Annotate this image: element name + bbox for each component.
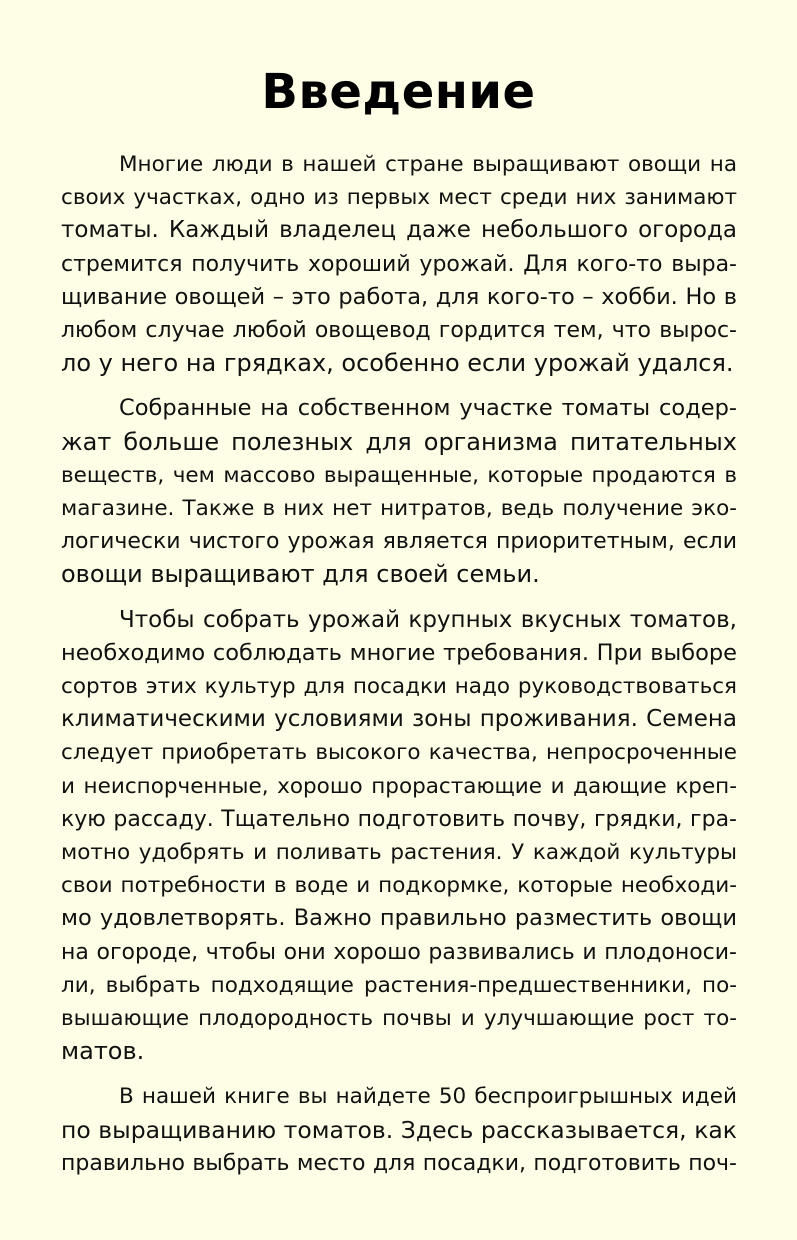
text-line: Многие люди в нашей стране выращивают овощи на <box>119 152 737 177</box>
text-line: мо удовлетворять. Важно правильно разместить овощи <box>61 905 737 932</box>
text-line: стремится получить хороший урожай. Для кого-то выра- <box>61 251 737 277</box>
text-line: овощи выращивают для своей семьи. <box>61 560 540 589</box>
text-line: по выращиванию томатов. Здесь рассказывается, как <box>61 1115 737 1144</box>
paragraph-1 <box>61 148 737 380</box>
text-line: матов. <box>61 1037 145 1066</box>
text-line: своих участках, одно из первых мест среди них занимают <box>61 185 737 211</box>
text-line: вышающие плодородность почвы и улучшающие рост то- <box>61 1006 737 1032</box>
text-line: логически чистого урожая является приоритетным, если <box>61 529 737 555</box>
text-line: В нашей книге вы найдете 50 беспроигрышных идей <box>119 1084 737 1110</box>
text-line: жат больше полезных для организма питательных <box>61 427 737 456</box>
text-line: кую рассаду. Тщательно подготовить почву, грядки, гра- <box>61 806 737 832</box>
paragraph-4 <box>61 1080 737 1180</box>
text-line: сортов этих культур для посадки надо руководствоваться <box>61 674 737 700</box>
text-line: ло у него на грядках, особенно если урожай удался. <box>61 349 734 378</box>
text-line: свои потребности в воде и подкормке, которые необходи- <box>61 873 737 899</box>
text-line: ли, выбрать подходящие растения-предшественники, по- <box>61 972 737 998</box>
text-line: магазине. Также в них нет нитратов, ведь получение эко- <box>61 496 737 522</box>
text-line: правильно выбрать место для посадки, подготовить поч- <box>61 1150 737 1176</box>
text-line: Чтобы собрать урожай крупных вкусных томатов, <box>119 606 737 633</box>
paragraph-3 <box>61 604 737 1069</box>
paragraph-2 <box>61 392 737 591</box>
text-line: мотно удобрять и поливать растения. У каждой культуры <box>61 840 737 866</box>
text-line: на огороде, чтобы они хорошо развивались и плодоноси- <box>61 939 737 965</box>
chapter-title: Введение <box>261 64 536 120</box>
text-line: любом случае любой овощевод гордится тем, что вырос- <box>61 318 737 344</box>
text-line: томаты. Каждый владелец даже небольшого огорода <box>61 217 737 244</box>
text-line: необходимо соблюдать многие требования. При выборе <box>61 639 737 666</box>
text-line: веществ, чем массово выращенные, которые продаются в <box>61 462 737 488</box>
text-line: следует приобретать высокого качества, непросроченные <box>61 740 737 766</box>
chapter-body <box>61 148 737 1192</box>
text-line: и неиспорченные, хорошо прорастающие и дающие креп- <box>61 773 737 799</box>
text-line: Собранные на собственном участке томаты содер- <box>119 395 737 422</box>
text-line: климатическими условиями зоны проживания. Семена <box>61 706 737 733</box>
text-line: щивание овощей – это работа, для кого-то – хобби. Но в <box>61 283 737 310</box>
